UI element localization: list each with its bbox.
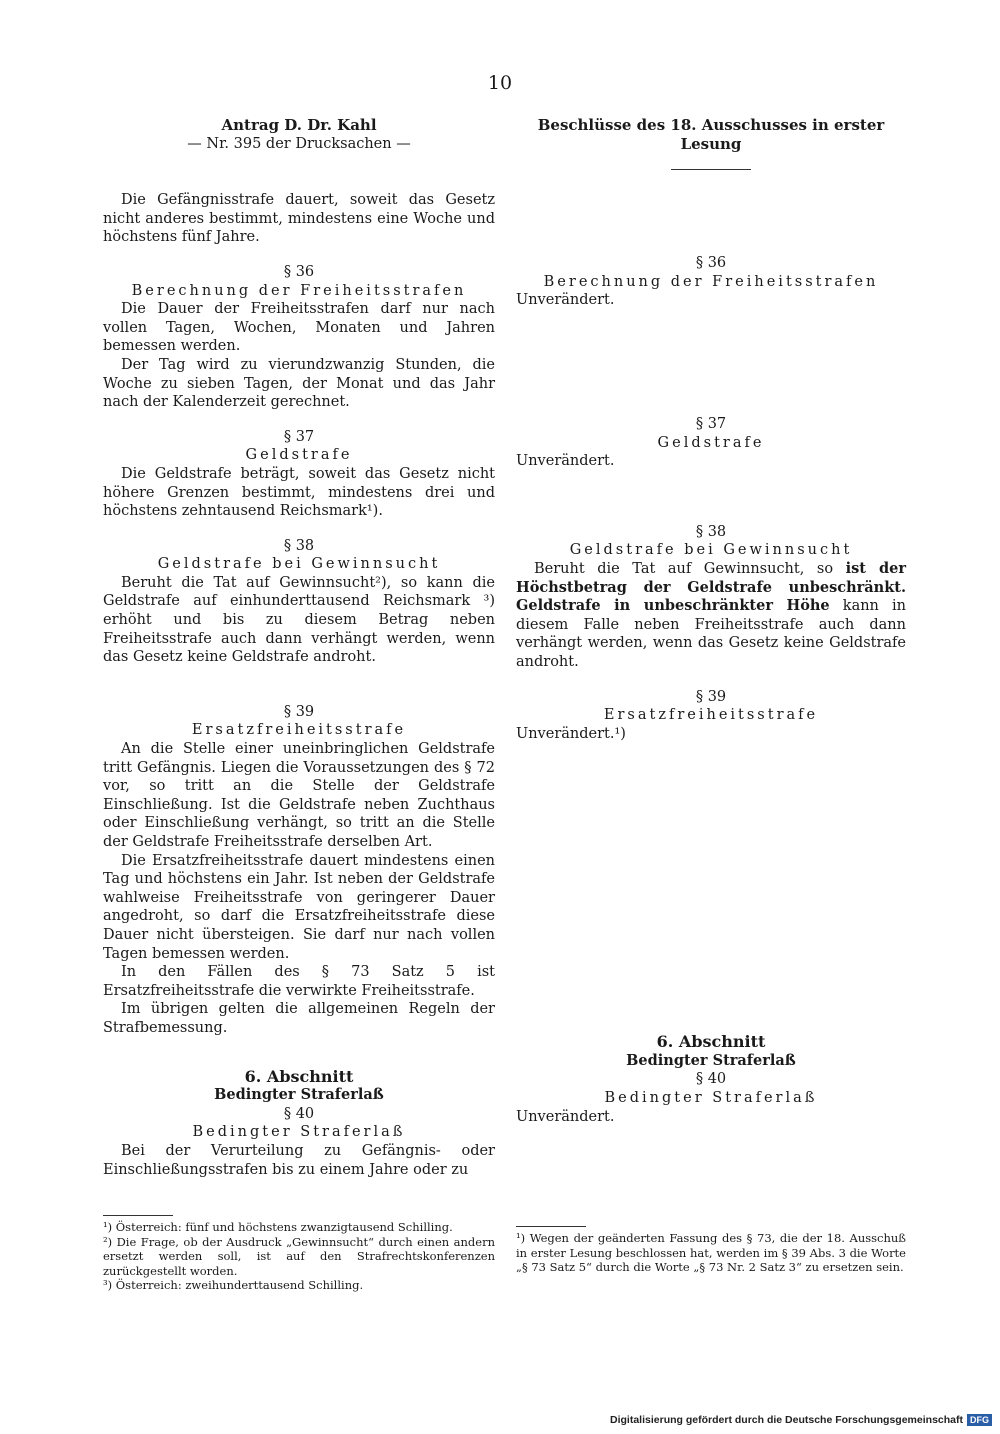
left-s40-number: § 40 <box>283 1105 315 1122</box>
left-s40-paragraph-1: Bei der Verurteilung zu Gefängnis- oder Einschließungsstrafen bis zu einem Jahre oder zu <box>103 1142 495 1178</box>
right-s38-number: § 38 <box>695 523 727 540</box>
right-s39-number: § 39 <box>695 688 727 705</box>
left-s38-paragraph-1: Beruht die Tat auf Gewinnsucht²), so kann die Geldstrafe auf einhunderttausend Reichsmark ³) erhöht und bis zu diesem Betrag neben Freiheitsstrafe auch dann verhängt werden, wenn das Gesetz keine Geldstrafe androht. <box>103 574 495 666</box>
left-footnote-2: ²) Die Frage, ob der Ausdruck „Gewinnsucht“ durch einen andern ersetzt werden soll, ist auf den Strafrechtskonferenzen zurückgestellt worden. <box>103 1234 495 1278</box>
right-s36-title: Berechnung der Freiheitsstrafen <box>543 273 879 290</box>
left-s39-paragraph-3: In den Fällen des § 73 Satz 5 ist Ersatzfreiheitsstrafe die verwirkte Freiheitsstrafe. <box>103 964 495 999</box>
right-s40-text: Unverändert. <box>516 1108 615 1125</box>
left-column-heading: Antrag D. Dr. Kahl <box>221 116 377 134</box>
left-footnote-1: ¹) Österreich: fünf und höchstens zwanzigtausend Schilling. <box>103 1220 453 1234</box>
dfg-logo: DFG <box>967 1414 992 1426</box>
intro-paragraph: Die Gefängnisstrafe dauert, soweit das Gesetz nicht anderes bestimmt, mindestens eine Woche und höchstens fünf Jahre. <box>103 192 495 246</box>
left-s37-title: Geldstrafe <box>245 447 353 464</box>
left-s36-paragraph-1: Die Dauer der Freiheitsstrafen darf nur nach vollen Tagen, Wochen, Monaten und Jahren bemessen werden. <box>103 301 495 355</box>
left-column <box>103 116 495 1179</box>
right-s40-title: Bedingter Straferlaß <box>604 1090 818 1107</box>
left-s38-number: § 38 <box>283 537 315 554</box>
left-footnotes <box>103 1215 495 1293</box>
left-s37-number: § 37 <box>283 428 315 445</box>
right-column <box>516 116 906 1126</box>
left-chapter-6-subtitle: Bedingter Straferlaß <box>214 1086 384 1104</box>
left-s36-number: § 36 <box>283 263 315 280</box>
footer-text: Digitalisierung gefördert durch die Deutsche Forschungsgemeinschaft <box>610 1414 963 1426</box>
left-footnote-3: ³) Österreich: zweihunderttausend Schilling. <box>103 1278 364 1292</box>
right-s39-title: Ersatzfreiheitsstrafe <box>603 707 819 724</box>
right-s38-title: Geldstrafe bei Gewinnsucht <box>569 542 853 559</box>
right-footnote-rule <box>516 1226 586 1227</box>
left-s36-title: Berechnung der Freiheitsstrafen <box>131 282 467 299</box>
right-s40-number: § 40 <box>695 1071 727 1088</box>
right-s38-text-c: kann in diesem Falle neben Freiheitsstrafe auch dann verhängt werden, wenn das Gesetz keine Geldstrafe androht. <box>516 598 906 670</box>
digitization-footer <box>610 1414 992 1426</box>
left-s36-paragraph-2: Der Tag wird zu vierundzwanzig Stunden, die Woche zu sieben Tagen, der Monat und das Jahr nach der Kalenderzeit gerechnet. <box>103 356 495 411</box>
right-s36-text: Unverändert. <box>516 292 615 309</box>
left-s38-title: Geldstrafe bei Gewinnsucht <box>157 556 441 573</box>
right-footnotes <box>516 1226 906 1275</box>
right-s38-text-a: Beruht die Tat auf Gewinnsucht, so <box>534 560 834 577</box>
left-column-subheading: — Nr. 395 der Drucksachen — <box>187 135 411 152</box>
left-s37-paragraph-1: Die Geldstrafe beträgt, soweit das Gesetz nicht höhere Grenzen bestimmt, mindestens drei und höchstens zehntausend Reichsmark¹). <box>103 465 495 520</box>
right-s39-text: Unverändert.¹) <box>516 725 626 742</box>
right-chapter-6-subtitle: Bedingter Straferlaß <box>626 1051 796 1069</box>
left-s40-title: Bedingter Straferlaß <box>192 1124 406 1141</box>
left-chapter-6-title: 6. Abschnitt <box>244 1066 354 1086</box>
left-s39-paragraph-1: An die Stelle einer uneinbringlichen Geldstrafe tritt Gefängnis. Liegen die Voraussetzungen des § 72 vor, so tritt an die Stelle der Geldstrafe Einschließung. Ist die Geldstrafe neben Zuchthaus oder Einschließung verhängt, so tritt an die Stelle der Geldstrafe Freiheitsstrafe derselben Art. <box>103 741 495 850</box>
right-column-heading: Beschlüsse des 18. Ausschusses in erster Lesung <box>537 116 885 153</box>
left-s39-number: § 39 <box>283 703 315 720</box>
right-s37-title: Geldstrafe <box>657 434 765 451</box>
right-s37-number: § 37 <box>695 415 727 432</box>
left-s39-paragraph-4: Im übrigen gelten die allgemeinen Regeln der Strafbemessung. <box>103 1001 495 1036</box>
right-chapter-6-title: 6. Abschnitt <box>656 1032 766 1052</box>
page-number: 10 <box>487 72 513 94</box>
left-s39-title: Ersatzfreiheitsstrafe <box>191 722 407 739</box>
left-s39-paragraph-2: Die Ersatzfreiheitsstrafe dauert mindestens einen Tag und höchstens ein Jahr. Ist neben der Geldstrafe wahlweise Freiheitsstrafe von geringerer Dauer angedroht, so darf die Ersatzfreiheitsstrafe diese Dauer nicht übersteigen. Sie darf nur nach vollen Tagen bemessen werden. <box>103 852 495 962</box>
right-s37-text: Unverändert. <box>516 453 615 470</box>
right-s38-paragraph <box>516 560 906 672</box>
right-s36-number: § 36 <box>695 255 727 272</box>
right-s38-text-bold: ist der Höchstbetrag der Geldstrafe unbeschränkt. Geldstrafe in unbeschränkter Höhe <box>516 559 907 615</box>
left-footnote-rule <box>103 1215 173 1216</box>
right-footnote-1: ¹) Wegen der geänderten Fassung des § 73, die der 18. Ausschuß in erster Lesung beschlossen hat, werden im § 39 Abs. 3 die Worte „§ 73 Satz 5“ durch die Worte „§ 73 Nr. 2 Satz 3“ zu ersetzen sein. <box>516 1231 906 1274</box>
